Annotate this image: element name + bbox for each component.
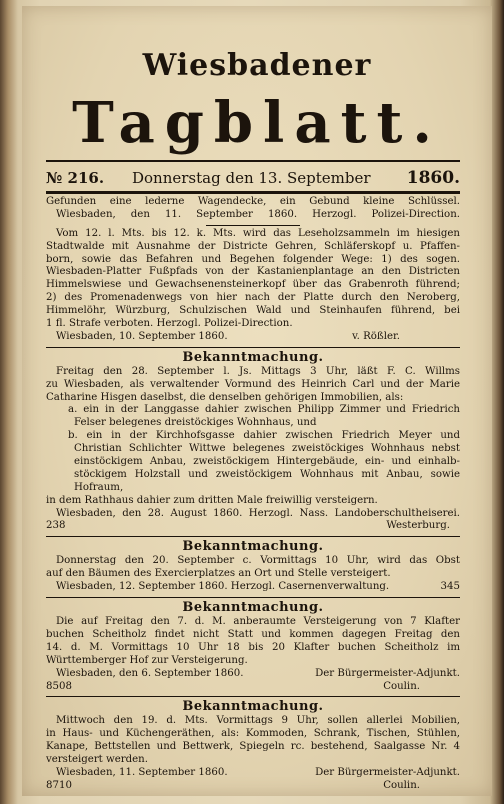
- notice-heading: Bekanntmachung.: [182, 699, 324, 715]
- notice-line: Württemberger Hof zur Versteigerung.: [46, 654, 248, 666]
- notice-line: Gefunden eine lederne Wagendecke, ein Gebund kleine Schlüssel.: [46, 196, 460, 207]
- notice-footer: [46, 767, 460, 780]
- article-body: [46, 196, 460, 793]
- notice-line: Catharine Hisgen daselbst, die denselben gehörigen Immobilien, als:: [46, 391, 404, 403]
- notice-footer-date: Wiesbaden, 11. September 1860.: [56, 766, 228, 778]
- notice-divider: [206, 225, 300, 226]
- notice-number: 238: [46, 520, 66, 532]
- notice-footer: [46, 331, 460, 344]
- notice-line: Himmelswiese und Gewachsenensteinerkopf über das Grabenroth führend;: [46, 279, 460, 291]
- notice-number: 8710: [46, 779, 72, 791]
- notice-divider: [46, 696, 460, 697]
- notice-auction-immovables: [46, 350, 460, 534]
- notice-divider: [46, 597, 460, 598]
- notice-line: auf den Bäumen des Exercierplatzes an Ort und Stelle versteigert.: [46, 568, 391, 580]
- notice-item-line: stöckigem Holzstall und zweistöckigem Wohnhaus mit Anbau, sowie: [74, 468, 460, 480]
- notice-line: Wiesbaden, den 11. September 1860. Herzogl. Polizei-Direction.: [56, 208, 460, 220]
- notice-line: born, sowie das Befahren und Begehen folgender Wege: 1) des sogen.: [46, 253, 460, 265]
- notice-line: buchen Scheitholz findet nicht Statt und kommen dagegen Freitag den: [46, 628, 460, 640]
- notice-line: Die auf Freitag den 7. d. M. anberaumte Versteigerung von 7 Klafter: [56, 616, 460, 628]
- notice-line: 1 fl. Strafe verboten. Herzogl. Polizei-Direction.: [46, 318, 293, 330]
- notice-number: 345: [440, 581, 460, 593]
- notice-fruit-auction: [46, 539, 460, 594]
- notice-line: in dem Rathhaus dahier zum dritten Male freiwillig versteigern.: [46, 494, 378, 506]
- notice-line: Donnerstag den 20. September c. Vormittags 10 Uhr, wird das Obst: [56, 555, 460, 567]
- notice-footer-date: Wiesbaden, den 6. September 1860.: [56, 667, 244, 679]
- notice-line: zu Wiesbaden, als verwaltender Vormund des Heinrich Carl und der Marie: [46, 378, 460, 390]
- notice-item-line: b. ein in der Kirchhofsgasse dahier zwischen Friedrich Meyer und: [68, 430, 460, 442]
- notice-heading: Bekanntmachung.: [182, 349, 324, 365]
- notice-footer: [46, 668, 460, 681]
- notice-line: Vom 12. l. Mts. bis 12. k. Mts. wird das Leseholzsammeln im hiesigen: [56, 227, 460, 239]
- notice-number: 8508: [46, 680, 72, 692]
- notice-line: 2) des Promenadenwegs von hier nach der Platte durch den Neroberg,: [46, 292, 460, 304]
- notice-line: Himmelöhr, Würzburg, Schulzischen Wald und Steinhaufen führend, bei: [46, 305, 460, 317]
- notice-footer: [46, 581, 460, 594]
- notice-heading: Bekanntmachung.: [182, 539, 324, 555]
- masthead-rule-bottom: [46, 191, 460, 194]
- notice-item-line: Christian Schlichter Wittwe belegenes zweistöckiges Wohnhaus nebst: [74, 443, 460, 455]
- notice-footer-date: Wiesbaden, 10. September 1860.: [56, 330, 228, 342]
- notice-footer: Wiesbaden, den 28. August 1860. Herzogl. Nass. Landoberschultheiserei.: [56, 507, 460, 519]
- notice-signature-name: Coulin.: [383, 779, 420, 791]
- notice-item-line: Felser belegenes dreistöckiges Wohnhaus, und: [74, 417, 317, 429]
- notice-item-line: Hofraum,: [74, 481, 124, 493]
- notice-furniture-auction: [46, 699, 460, 792]
- notice-line: Mittwoch den 19. d. Mts. Vormittags 9 Uhr, sollen allerlei Mobilien,: [56, 715, 460, 727]
- notice-line: Stadtwalde mit Ausnahme der Districte Gehren, Schläferskopf u. Pfaffen-: [46, 240, 460, 252]
- notice-divider: [46, 347, 460, 348]
- notice-firewood-auction: [46, 600, 460, 693]
- issue-date: Donnerstag den 13. September: [132, 169, 371, 187]
- issue-number: № 216.: [46, 169, 105, 187]
- notice-divider: [46, 536, 460, 537]
- notice-item-line: a. ein in der Langgasse dahier zwischen Philipp Zimmer und Friedrich: [68, 404, 460, 416]
- notice-footer: [46, 780, 460, 793]
- notice-line: 14. d. M. Vormittags 10 Uhr 18 bis 20 Klafter buchen Scheitholz im: [46, 641, 460, 653]
- issue-line: [46, 166, 460, 190]
- notice-line: Freitag den 28. September l. Js. Mittags 3 Uhr, läßt F. C. Willms: [56, 365, 460, 377]
- notice-signature-name: Coulin.: [383, 680, 420, 692]
- notice-forest-ban: [46, 228, 460, 344]
- notice-heading: Bekanntmachung.: [182, 600, 324, 616]
- notice-item-line: einstöckigem Anbau, zweistöckigem Hintergebäude, ein- und einhalb-: [74, 456, 460, 468]
- notice-line: Wiesbaden-Platter Fußpfads von der Kastanienplantage an den Districten: [46, 266, 460, 278]
- notice-line: in Haus- und Küchengeräthen, als: Kommoden, Schrank, Tischen, Stühlen,: [46, 728, 460, 740]
- notice-footer-text: Wiesbaden, 12. September 1860. Herzogl. Casernenverwaltung.: [56, 581, 390, 593]
- notice-line: versteigert werden.: [46, 754, 148, 766]
- notice-footer: [46, 681, 460, 694]
- notice-signature: Westerburg.: [386, 520, 450, 532]
- issue-year: 1860.: [406, 168, 460, 188]
- notice-found-items: [46, 196, 460, 222]
- notice-signature: Der Bürgermeister-Adjunkt.: [315, 766, 460, 778]
- masthead-title-top: Wiesbadener: [142, 48, 372, 83]
- notice-line: Kanape, Bettstellen und Bettwerk, Spiegeln rc. bestehend, Saalgasse Nr. 4: [46, 741, 460, 753]
- notice-signature: Der Bürgermeister-Adjunkt.: [315, 667, 460, 679]
- notice-signature: v. Rößler.: [352, 330, 400, 342]
- newspaper-page: [22, 6, 492, 796]
- masthead-title-main: Tagblatt.: [72, 90, 442, 156]
- masthead-rule-top: [46, 160, 460, 162]
- notice-footer: [46, 520, 460, 533]
